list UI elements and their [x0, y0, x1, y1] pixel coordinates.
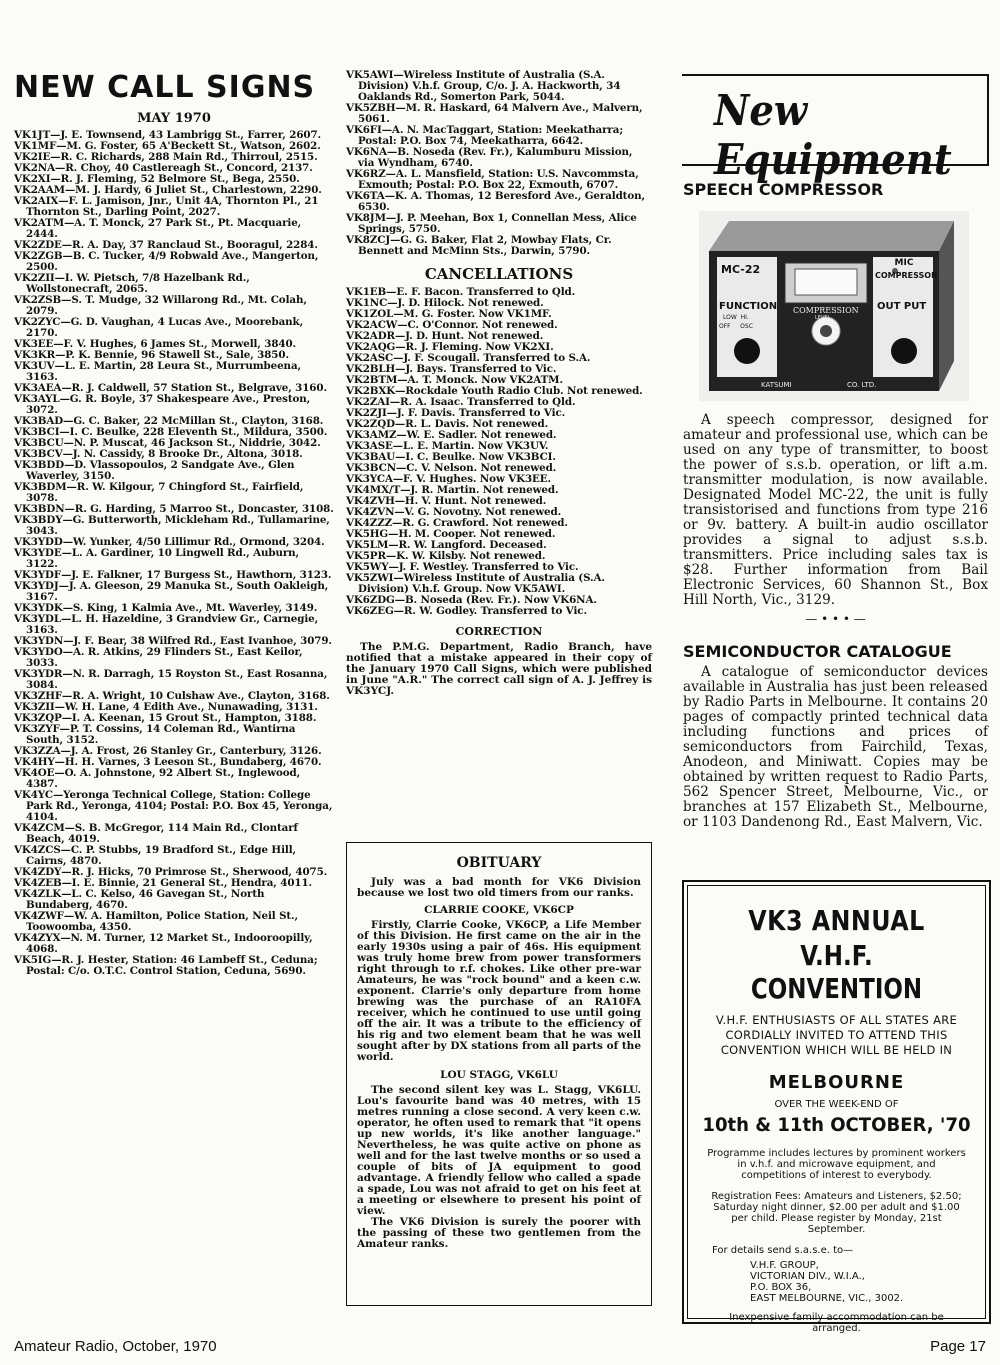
obituary-closing: The VK6 Division is surely the poorer with the passing of these two gentlemen from the Amateur ranks.: [357, 1216, 641, 1250]
call-sign-entry: VK3EE—F. V. Hughes, 6 James St., Morwell, 3840.: [14, 338, 297, 350]
call-sign-entry: VK1JT—J. E. Townsend, 43 Lambrigg St., Farrer, 2607.: [14, 129, 321, 141]
call-sign-entry: VK3BCU—N. P. Muscat, 46 Jackson St., Niddrie, 3042.: [14, 437, 321, 449]
call-sign-entry: VK3ZHF—R. A. Wright, 10 Culshaw Ave., Clayton, 3168.: [14, 690, 330, 702]
call-sign-entry: VK5IG—R. J. Hester, Station: 46 Lambeff St., Ceduna; Postal: C/o. O.T.C. Control Station, Ceduna, 5690.: [14, 954, 318, 977]
correction-heading: CORRECTION: [455, 625, 543, 638]
month-heading: MAY 1970: [137, 111, 211, 126]
call-sign-entry: VK2ZYC—G. D. Vaughan, 4 Lucas Ave., Moorebank, 2170.: [14, 316, 304, 339]
cancellation-entry: VK2BTM—A. T. Monck. Now VK2ATM.: [346, 374, 563, 386]
call-sign-entry: VK8JM—J. P. Meehan, Box 1, Connellan Mess, Alice Springs, 5750.: [346, 212, 637, 235]
ad-line1: VK3 ANNUAL: [748, 904, 925, 937]
ad-programme: Programme includes lectures by prominent workers in v.h.f. and microwave equipment, and competitions of interest to everybody.: [707, 1148, 966, 1181]
cancellation-entry: VK2ZAI—R. A. Isaac. Transferred to Qld.: [346, 396, 576, 408]
call-sign-entry: VK2IE—R. C. Richards, 288 Main Rd., Thirroul, 2515.: [14, 151, 318, 163]
call-sign-entry: VK6TA—K. A. Thomas, 12 Beresford Ave., Geraldton, 6530.: [346, 190, 645, 213]
cancellations-list: [346, 287, 652, 617]
cancellation-entry: VK2ZJI—J. F. Davis. Transferred to Vic.: [346, 407, 566, 419]
call-sign-entry: VK4ZCS—C. P. Stubbs, 19 Bradford St., Edge Hill, Cairns, 4870.: [14, 844, 296, 867]
call-sign-entry: VK3BDD—D. Vlassopoulos, 2 Sandgate Ave., Glen Waverley, 3150.: [14, 459, 295, 482]
call-sign-entry: VK4HY—H. H. Varnes, 3 Leeson St., Bundaberg, 4670.: [14, 756, 322, 768]
call-sign-entry: VK3YDR—N. R. Darragh, 15 Royston St., East Rosanna, 3084.: [14, 668, 328, 691]
cancellation-entry: VK2BXK—Rockdale Youth Radio Club. Not renewed.: [346, 385, 643, 397]
cancellation-entry: VK5ZWI—Wireless Institute of Australia (S.A. Division) V.h.f. Group. Now VK5AWI.: [346, 572, 605, 595]
cancellation-entry: VK6ZDG—B. Noseda (Rev. Fr.). Now VK6NA.: [346, 594, 597, 606]
call-sign-entry: VK3AEA—R. J. Caldwell, 57 Station St., Belgrave, 3160.: [14, 382, 327, 394]
cancellation-entry: VK3AMZ—W. E. Sadler. Not renewed.: [346, 429, 557, 441]
semiconductor-heading: SEMICONDUCTOR CATALOGUE: [683, 642, 952, 661]
call-sign-entry: VK3BDY—G. Butterworth, Mickleham Rd., Tullamarine, 3043.: [14, 514, 330, 537]
cancellation-entry: VK2ZQD—R. L. Davis. Not renewed.: [346, 418, 549, 430]
call-sign-entry: VK2NA—R. Choy, 40 Castlereagh St., Concord, 2137.: [14, 162, 313, 174]
middle-column: [346, 70, 652, 697]
obituary-cooke-text: Firstly, Clarrie Cooke, VK6CP, a Life Member of this Division. He first came on the air in the early 1930s using a pair of 46s. His equipment was truly home brew from power transformers right through to r.f. chokes. Like other pre-war Amateurs, he was "rock bound" and a keen c.w. exponent. Clarrie's only departure from home brewing was the purchase of an RA10FA receiver, which he continued to use until going off the air. It was a tribute to the efficiency of his rig and two element beam that he was well sought after by DX stations from all parts of the world.: [357, 919, 641, 1063]
call-sign-entry: VK3KR—P. K. Bennie, 96 Stawell St., Sale, 3850.: [14, 349, 289, 361]
call-sign-entry: VK3ZZA—J. A. Frost, 26 Stanley Gr., Canterbury, 3126.: [14, 745, 322, 757]
obituary-heading: OBITUARY: [456, 855, 542, 871]
cancellation-entry: VK3BCN—C. V. Nelson. Not renewed.: [346, 462, 557, 474]
cancellation-entry: VK5PR—K. W. Kilsby. Not renewed.: [346, 550, 546, 562]
function-label: FUNCTION: [719, 301, 778, 312]
cancellation-entry: VK4ZVN—V. G. Novotny. Not renewed.: [346, 506, 562, 518]
separator: — • • • —: [805, 612, 866, 626]
cancellation-entry: VK5WY—J. F. Westley. Transferred to Vic.: [346, 561, 579, 573]
call-sign-entry: VK3BCV—J. N. Cassidy, 8 Brooke Dr., Altona, 3018.: [14, 448, 303, 460]
call-sign-entry: VK3YDE—L. A. Gardiner, 10 Lingwell Rd., Auburn, 3122.: [14, 547, 300, 570]
convention-ad: [682, 880, 991, 1334]
call-signs-column: [14, 70, 334, 977]
call-sign-entry: VK3YDN—J. F. Bear, 38 Wilfred Rd., East Ivanhoe, 3079.: [14, 635, 332, 647]
call-sign-entry: VK2AAM—M. J. Hardy, 6 Juliet St., Charlestown, 2290.: [14, 184, 322, 196]
obituary-intro: July was a bad month for VK6 Division because we lost two old timers from our ranks.: [357, 876, 641, 899]
call-sign-entry: VK3UV—L. E. Martin, 28 Leura St., Murrumbeena, 3163.: [14, 360, 301, 383]
obituary-stagg-text: The second silent key was L. Stagg, VK6LU. Lou's favourite band was 40 metres, with 15 metres running a close second. A very keen c.w. operator, he often used to remark that "it opens up new worlds, it's like another language." Nevertheless, he was quite active on phone as well and for the last twelve months or so used a couple of bits of JA equipment to good advantage. A friendly fellow who called a spade a spade, Lou was not afraid to get on his feet at a meeting or elsewhere to present his point of view.: [357, 1084, 641, 1217]
ad-invite: V.H.F. ENTHUSIASTS OF ALL STATES ARE CORDIALLY INVITED TO ATTEND THIS CONVENTION WHICH WILL BE HELD IN: [715, 1013, 958, 1057]
cancellation-entry: VK2ACW—C. O'Connor. Not renewed.: [346, 319, 558, 331]
call-sign-entry: VK3YDJ—J. A. Gleeson, 29 Manuka St., South Oakleigh, 3167.: [14, 580, 329, 603]
obituary-subhead-cooke: CLARRIE COOKE, VK6CP: [424, 904, 574, 916]
cancellation-entry: VK4ZVH—H. V. Hunt. Not renewed.: [346, 495, 547, 507]
maker-label: KATSUMI: [761, 381, 792, 389]
call-sign-entry: VK4ZYX—N. M. Turner, 12 Market St., Indooroopilly, 4068.: [14, 932, 313, 955]
call-sign-entry: VK8ZCJ—G. G. Baker, Flat 2, Mowbay Flats, Cr. Bennett and McMinn Sts., Darwin, 5790.: [346, 234, 612, 257]
call-sign-entry: VK3ZQP—I. A. Keenan, 15 Grout St., Hampton, 3188.: [14, 712, 317, 724]
call-sign-entry: VK2XI—R. J. Fleming, 52 Belmore St., Bega, 2550.: [14, 173, 300, 185]
ad-over: OVER THE WEEK-END OF: [774, 1099, 899, 1110]
new-equipment-title: New Equipment: [714, 86, 952, 184]
call-sign-entry: VK4OE—O. A. Johnstone, 92 Albert St., Inglewood, 4387.: [14, 767, 301, 790]
cancellation-entry: VK2AQG—R. J. Fleming. Now VK2XI.: [346, 341, 554, 353]
call-sign-entry: VK3YDD—W. Yunker, 4/50 Lillimur Rd., Ormond, 3204.: [14, 536, 325, 548]
equipment-column: [683, 180, 988, 830]
call-sign-entry: VK3BDM—R. W. Kilgour, 7 Chingford St., Fairfield, 3078.: [14, 481, 304, 504]
call-sign-entry: VK4ZEB—I. E. Binnie, 21 General St., Hendra, 4011.: [14, 877, 313, 889]
ad-addr4: EAST MELBOURNE, VIC., 3002.: [750, 1293, 904, 1304]
correction-text: The P.M.G. Department, Radio Branch, have notified that a mistake appeared in their copy of the January 1970 Call Signs, which were published in June "A.R." The correct call sign of A. J. Jeffrey is VK3YCJ.: [346, 641, 652, 697]
cancellation-entry: VK1ZOL—M. G. Foster. Now VK1MF.: [346, 308, 552, 320]
call-sign-entry: VK2ZSB—S. T. Mudge, 32 Willarong Rd., Mt. Colah, 2079.: [14, 294, 307, 317]
call-sign-entry: VK5ZBH—M. R. Haskard, 64 Malvern Ave., Malvern, 5061.: [346, 102, 643, 125]
cancellation-entry: VK2ASC—J. F. Scougall. Transferred to S.A.: [346, 352, 591, 364]
call-sign-entry: VK2AIX—F. L. Jamison, Jnr., Unit 4A, Thornton Pl., 21 Thornton St., Darling Point, 2027.: [14, 195, 319, 218]
cancellation-entry: VK2BLH—J. Bays. Transferred to Vic.: [346, 363, 557, 375]
fn-osc-label: OSC: [740, 323, 753, 330]
cancellation-entry: VK2ADR—J. D. Hunt. Not renewed.: [346, 330, 544, 342]
speech-compressor-text: A speech compressor, designed for amateur and professional use, which can be used on any type of transmitter, to boost the power of s.s.b. operation, or lift a.m. transmitter modulation, is now available. Designated Model MC-22, the unit is fully transistorised and functions from type 216 or 9v. battery. A built-in audio oscillator provides a signal to adjust s.s.b. transmitters. Price including sales tax is $28. Further information from Bail Electronic Services, 60 Shannon St., Box Hill North, Vic., 3129.: [683, 412, 988, 608]
cancellation-entry: VK3ASE—L. E. Martin. Now VK3UV.: [346, 440, 549, 452]
call-sign-entry: VK3BAD—G. C. Baker, 22 McMillan St., Clayton, 3168.: [14, 415, 324, 427]
cancellation-entry: VK5HG—H. M. Cooper. Not renewed.: [346, 528, 556, 540]
cancellation-entry: VK4MX/T—J. R. Martin. Not renewed.: [346, 484, 559, 496]
call-sign-entry: VK4ZLK—L. C. Kelso, 46 Gavegan St., North Bundaberg, 4670.: [14, 888, 265, 911]
ad-accommodation: Inexpensive family accommodation can be arranged.: [729, 1312, 944, 1334]
footer-publication: Amateur Radio, October, 1970: [14, 1338, 217, 1355]
call-sign-entry: VK4YC—Yeronga Technical College, Station: College Park Rd., Yeronga, 4104; Postal: P.O. Box 45, Yeronga, 4104.: [14, 789, 333, 823]
call-sign-entry: VK4ZCM—S. B. McGregor, 114 Main Rd., Clontarf Beach, 4019.: [14, 822, 298, 845]
ad-date: 10th & 11th OCTOBER, '70: [702, 1114, 971, 1136]
footer-page-number: Page 17: [930, 1338, 986, 1355]
fn-off-label: OFF: [719, 323, 731, 330]
cancellation-entry: VK4ZZZ—R. G. Crawford. Not renewed.: [346, 517, 568, 529]
obituary-box: [346, 842, 652, 1306]
fn-hi-label: HI.: [740, 314, 749, 321]
mic-label: MIC: [894, 258, 914, 268]
ad-line2: V.H.F. CONVENTION: [750, 939, 923, 1005]
call-sign-entry: VK3YDK—S. King, 1 Kalmia Ave., Mt. Waverley, 3149.: [14, 602, 318, 614]
new-call-signs-list: [14, 130, 334, 977]
cancellation-entry: VK1EB—E. F. Bacon. Transferred to Qld.: [346, 286, 576, 298]
ad-addr1: V.H.F. GROUP,: [750, 1260, 819, 1271]
ad-addr3: P.O. BOX 36,: [750, 1282, 812, 1293]
output-label: OUT PUT: [877, 301, 927, 312]
level-label: LEVEL: [815, 315, 831, 321]
call-sign-entry: VK2ZGB—B. C. Tucker, 4/9 Robwald Ave., Mangerton, 2500.: [14, 250, 319, 273]
ad-fees: Registration Fees: Amateurs and Listeners, $2.50; Saturday night dinner, $2.00 per adult and $1.00 per child. Please register by Monday, 21st September.: [711, 1191, 962, 1235]
call-sign-entry: VK4ZWF—W. A. Hamilton, Police Station, Neil St., Toowoomba, 4350.: [14, 910, 299, 933]
cancellation-entry: VK1NC—J. D. Hilock. Not renewed.: [346, 297, 544, 309]
call-sign-entry: VK6RZ—A. L. Mansfield, Station: U.S. Navcommsta, Exmouth; Postal: P.O. Box 22, Exmouth, 6707.: [346, 168, 639, 191]
call-sign-entry: VK3YDF—J. E. Falkner, 17 Burgess St., Hawthorn, 3123.: [14, 569, 332, 581]
speech-compressor-photo: [699, 211, 969, 401]
call-sign-entry: VK2ATM—A. T. Monck, 27 Park St., Pt. Macquarie, 2444.: [14, 217, 302, 240]
cancellation-entry: VK3YCA—F. V. Hughes. Now VK3EE.: [346, 473, 551, 485]
call-sign-entry: VK3YDO—A. R. Atkins, 29 Flinders St., East Keilor, 3033.: [14, 646, 303, 669]
model-label: MC-22: [721, 263, 761, 276]
cancellation-entry: VK5LM—R. W. Langford. Deceased.: [346, 539, 547, 551]
ad-city: MELBOURNE: [768, 1072, 905, 1093]
speech-compressor-heading: SPEECH COMPRESSOR: [683, 180, 884, 199]
call-sign-entry: VK5AWI—Wireless Institute of Australia (S.A. Division) V.h.f. Group, C/o. J. A. Hackworth, 34 Oaklands Rd., Somerton Park, 5044.: [346, 69, 621, 103]
obituary-subhead-stagg: LOU STAGG, VK6LU: [440, 1069, 558, 1081]
compression-label: COMPRESSION: [793, 306, 859, 315]
new-call-signs-continued: [346, 70, 652, 257]
ad-addr2: VICTORIAN DIV., W.I.A.,: [750, 1271, 865, 1282]
call-sign-entry: VK3ZYF—P. T. Cossins, 14 Coleman Rd., Wantirna South, 3152.: [14, 723, 296, 746]
maker-co-label: CO. LTD.: [847, 381, 877, 389]
call-sign-entry: VK1MF—M. G. Foster, 65 A'Beckett St., Watson, 2602.: [14, 140, 321, 152]
compressor-label: COMPRESSOR: [875, 271, 938, 280]
call-sign-entry: VK3ZII—W. H. Lane, 4 Edith Ave., Nunawading, 3131.: [14, 701, 318, 713]
call-sign-entry: VK6FI—A. N. MacTaggart, Station: Meekatharra; Postal: P.O. Box 74, Meekatharra, 6642.: [346, 124, 624, 147]
call-sign-entry: VK3YDL—L. H. Hazeldine, 3 Grandview Gr., Carnegie, 3163.: [14, 613, 319, 636]
new-equipment-banner: [682, 74, 989, 184]
call-sign-entry: VK2ZDE—R. A. Day, 37 Ranclaud St., Booragul, 2284.: [14, 239, 318, 251]
call-sign-entry: VK3BCI—I. C. Beulke, 228 Eleventh St., Mildura, 3500.: [14, 426, 328, 438]
cancellation-entry: VK3BAU—I. C. Beulke. Now VK3BCI.: [346, 451, 556, 463]
ad-details: For details send s.a.s.e. to—: [712, 1245, 854, 1256]
page-title: NEW CALL SIGNS: [14, 70, 316, 105]
call-sign-entry: VK3BDN—R. G. Harding, 5 Marroo St., Doncaster, 3108.: [14, 503, 334, 515]
cancellations-heading: CANCELLATIONS: [424, 265, 574, 283]
call-sign-entry: VK4ZDY—R. J. Hicks, 70 Primrose St., Sherwood, 4075.: [14, 866, 328, 878]
call-sign-entry: VK6NA—B. Noseda (Rev. Fr.), Kalumburu Mission, via Wyndham, 6740.: [346, 146, 633, 169]
fn-low-label: LOW: [723, 314, 737, 321]
cancellation-entry: VK6ZEG—R. W. Godley. Transferred to Vic.: [346, 605, 587, 617]
call-sign-entry: VK2ZII—I. W. Pietsch, 7/8 Hazelbank Rd., Wollstonecraft, 2065.: [14, 272, 250, 295]
semiconductor-text: A catalogue of semiconductor devices available in Australia has just been released by Radio Parts in Melbourne. It contains 20 pages of compactly printed technical data including functions and prices of semiconductors from Fairchild, Texas, Anodeon, and Miniwatt. Copies may be obtained by written request to Radio Parts, 562 Spencer Street, Melbourne, Vic., or branches at 157 Elizabeth St., Melbourne, or 1103 Dandenong Rd., East Malvern, Vic.: [683, 664, 988, 830]
call-sign-entry: VK3AYL—G. R. Boyle, 37 Shakespeare Ave., Preston, 3072.: [14, 393, 311, 416]
